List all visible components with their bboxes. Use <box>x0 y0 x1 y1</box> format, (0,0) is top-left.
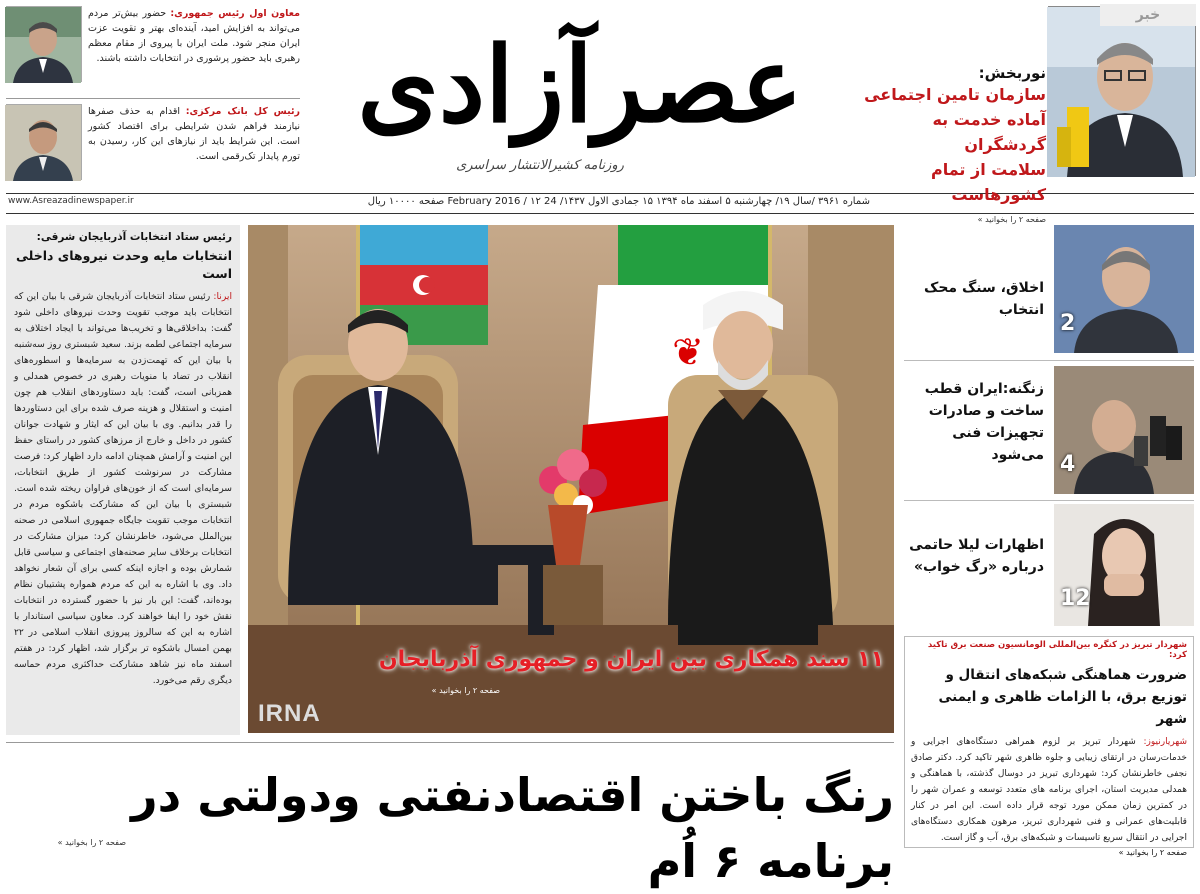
stamp-label: خبر <box>1100 4 1196 26</box>
press-photo <box>1054 366 1194 494</box>
website-url[interactable]: www.Asreazadinewspaper.ir <box>8 196 134 206</box>
article-body: ایرنا: رئیس ستاد انتخابات آذربایجان شرقی با بیان این که انتخابات باید موجب تقویت وحدت نیروهای داخلی شود گفت: بداخلاقی‌ها و تخریب‌ها می‌تواند با ایجاد اختلاف به سرمایه اجتماعی لطمه بزند. سعید شبستری روز سه‌شنبه با بیان این که تهمت‌زدن به سرمایه‌ها و اسطوره‌های انقلاب در تضاد با منویات رهبری در خصوص همدلی و همزبانی است، گفت: باید دستاوردهای انقلاب هم چون امنیت و استقلال و هزینه صرف شده برای این دستاوردها را قدر بدانیم. وی با بیان این که ایثار و شهادت جوانان کشور در داخل و خارج از مرزهای کشور در راستای حفظ این امنیت و آرامش همچنان ادامه دارد اظهار کرد: فرصت مشارکت در سرنوشت کشور از طریق انتخابات، سرمایه‌ای است که از خون‌های فراوان ریخته شده است. شبستری با بیان این که مشارکت باشکوه مردم در انتخابات موجب تقویت جایگاه جمهوری اسلامی در صحنه بین‌الملل می‌شود، خاطرنشان کرد: میزان مشارکت در انتخابات برخلاف سایر صحنه‌های اجتماعی و سیاسی قابل شمارش بوده و اجازه اینکه کسی برای آن شعار نخواهد داد. وی با اشاره به این که مردم همواره پشتیبان نظام بوده‌اند، گفت: این بار نیز با حضور گسترده در انتخابات نقش خود را ایفا خواهند کرد. معاون سیاسی استاندار با اشاره به این که سالروز پیروزی انقلاب اسلامی در ۲۲ بهمن امسال باشکوه تر برگزار شد، اظهار کرد: در هفتم اسفند ماه نیز شاهد مشارکت حداکثری مردم حماسه دیگری رقم می‌خورد. <box>14 291 233 686</box>
issue-info: شماره ۳۹۶۱ /سال ۱۹/ چهارشنبه ۵ اسفند ماه ۱۳۹۴ ۱۵ جمادی الاول ۱۴۳۷/ 24 February 2016 / ۱۲ صفحه ۱۰۰۰۰ ریال <box>367 196 870 207</box>
article-kicker: رئیس ستاد انتخابات آذربایجان شرقی: <box>36 231 232 243</box>
article-kicker: شهردار تبریز در کنگره بین‌المللی الومانسیون صنعت برق تاکید کرد: <box>927 640 1187 660</box>
main-headline[interactable]: رنگ باختن اقتصادنفتی ودولتی در برنامه ۶ اُم <box>131 768 894 888</box>
newspaper-tagline: روزنامه کشیرالانتشار سراسری <box>456 158 624 173</box>
nourbakhsh-photo <box>1048 6 1196 176</box>
svg-text:❦: ❦ <box>672 330 704 374</box>
news-kicker: نوربخش: <box>978 64 1046 82</box>
see-more-link[interactable]: صفحه ۲ را بخوانید » <box>1118 848 1187 857</box>
main-photo-caption: ۱۱ سند همکاری بین ایران و جمهوری آذربایجان <box>378 647 884 672</box>
news-title: اظهارات لیلا حاتمی درباره «رگ خواب» <box>909 537 1044 575</box>
news-body: اقدام به حذف صفرها نیازمند فراهم شدن شرایطی برای اقتصاد کشور است. این شرایط باید از نیازهای این کار، رسیدن به تورم پایدار تک‌رقمی است. <box>88 106 300 162</box>
left-top-news-item[interactable] <box>6 6 300 94</box>
news-kicker: رئیس کل بانک مرکزی: <box>185 106 300 117</box>
page-number: 4 <box>1060 452 1076 477</box>
left-top-news-item[interactable] <box>6 104 300 192</box>
divider <box>6 742 894 743</box>
article-source: ایرنا: <box>213 291 233 302</box>
divider <box>6 98 300 99</box>
right-news-item[interactable] <box>904 225 1194 355</box>
divider <box>904 500 1194 501</box>
article-title: انتخابات مایه وحدت نیروهای داخلی است <box>15 248 232 281</box>
portrait-photo <box>1054 504 1194 626</box>
divider <box>904 360 1194 361</box>
article-title: ضرورت هماهنگی شبکه‌های انتقال و توزیع برق، با الزامات ظاهری و ایمنی شهر <box>938 667 1187 727</box>
agency-watermark: IRNA <box>258 700 321 727</box>
see-more-link[interactable]: صفحه ۲ را بخوانید » <box>57 838 126 847</box>
right-news-item[interactable] <box>904 504 1194 628</box>
see-more-link[interactable]: صفحه ۲ را بخوانید » <box>977 215 1046 224</box>
newspaper-logo: عصرآزادی <box>357 23 803 146</box>
page-number: 2 <box>1060 311 1076 336</box>
article-body: شهریارنیوز: شهردار تبریز بر لزوم همراهی دستگاه‌های اجرایی و خدمات‌رسان در ارتقای زیبایی و جلوه ظاهری شهر تاکید کرد. دکتر صادق نجفی خاطرنشان کرد: شهرداری تبریز در دوسال گذشته، با هماهنگی و همدلی مدیریت استان، اجرای برنامه های متعدد توسعه و عمران شهر را در کمترین زمان ممکن مورد توجه قرار داده است. این امر در کنار قابلیت‌های عمرانی و فنی شهرداری تبریز، مرهون همکاری دستگاه‌های اجرایی در انتقال سریع تاسیسات و شبکه‌های برق، آب و گاز است. <box>911 737 1187 843</box>
right-news-item[interactable] <box>904 366 1194 496</box>
portrait-photo <box>6 104 82 180</box>
news-title: سازمان تامین اجتماعی آماده خدمت به گردشگران سلامت از تمام کشورهاست <box>864 85 1046 204</box>
bottom-right-article[interactable] <box>904 636 1194 857</box>
news-title: اخلاق، سنگ محک انتخاب <box>923 280 1044 318</box>
masthead <box>300 0 860 195</box>
article-source: شهریارنیوز: <box>1143 737 1187 747</box>
news-kicker: معاون اول رئیس جمهوری: <box>170 8 300 19</box>
news-body: حضور بیش‌تر مردم می‌تواند به افزایش امید، آینده‌ای بهتر و تقویت عزت ایران منجر شود. ملت ایران با پیروی از مقام معظم رهبری باید حضور پرشوری در انتخابات داشته باشند. <box>88 8 300 64</box>
portrait-photo <box>1054 225 1194 353</box>
top-right-news[interactable] <box>860 64 1046 224</box>
see-more-link[interactable]: صفحه ۲ را بخوانید » <box>431 686 500 695</box>
news-title: زنگنه:ایران قطب ساخت و صادرات تجهیزات فنی می‌شود <box>924 381 1044 463</box>
page-number: 12 <box>1060 586 1091 611</box>
left-article[interactable] <box>6 225 240 735</box>
portrait-photo <box>6 6 82 82</box>
